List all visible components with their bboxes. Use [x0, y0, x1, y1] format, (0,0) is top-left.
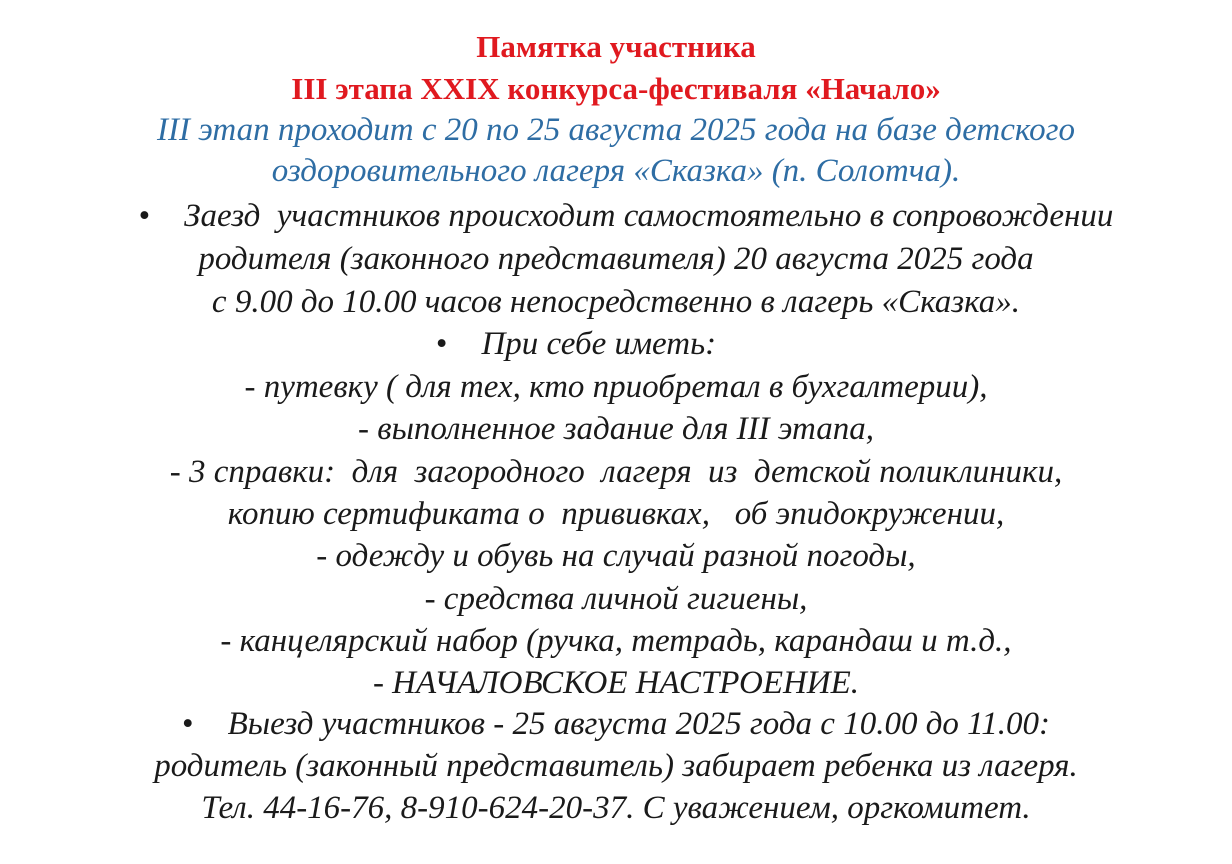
- bullet-icon: •: [182, 706, 194, 742]
- checklist-item: - НАЧАЛОВСКОЕ НАСТРОЕНИЕ.: [372, 665, 860, 701]
- departure-text-1: Выезд участников - 25 августа 2025 года с 10.00 до 11.00:: [227, 706, 1050, 742]
- info-line-1: III этап проходит с 20 по 25 августа 2025 года на базе детского: [157, 112, 1075, 148]
- bullet-icon: •: [435, 326, 448, 362]
- departure-line-1: [0, 708, 1232, 741]
- arrival-line-2: родителя (законного представителя) 20 августа 2025 года: [198, 241, 1034, 277]
- checklist-heading-line: [0, 328, 1192, 361]
- arrival-line-1: [10, 200, 1232, 233]
- checklist-item: - средства личной гигиены,: [424, 581, 808, 617]
- checklist-item: - путевку ( для тех, кто приобретал в бухгалтерии),: [244, 369, 988, 405]
- checklist-item: - выполненное задание для III этапа,: [358, 411, 874, 447]
- checklist-item: копию сертификата о прививках, об эпидокружении,: [227, 496, 1005, 532]
- checklist-item: - одежду и обувь на случай разной погоды,: [316, 538, 916, 574]
- checklist-heading: При себе иметь:: [481, 326, 717, 362]
- document-title-line-2: III этапа XXIX конкурса-фестиваля «Начало»: [291, 71, 941, 106]
- checklist-item: - канцелярский набор (ручка, тетрадь, карандаш и т.д.,: [220, 623, 1012, 659]
- checklist-item: - 3 справки: для загородного лагеря из детской поликлиники,: [169, 454, 1063, 490]
- document-title-line-1: Памятка участника: [476, 29, 756, 64]
- arrival-text-1: Заезд участников происходит самостоятельно в сопровождении: [184, 198, 1114, 234]
- arrival-line-3: с 9.00 до 10.00 часов непосредственно в лагерь «Сказка».: [211, 284, 1021, 320]
- departure-line-2: родитель (законный представитель) забирает ребенка из лагеря.: [154, 748, 1078, 784]
- info-line-2: оздоровительного лагеря «Сказка» (п. Солотча).: [271, 153, 961, 189]
- bullet-icon: •: [138, 198, 151, 234]
- contact-line: Тел. 44-16-76, 8-910-624-20-37. С уважением, оргкомитет.: [201, 790, 1031, 826]
